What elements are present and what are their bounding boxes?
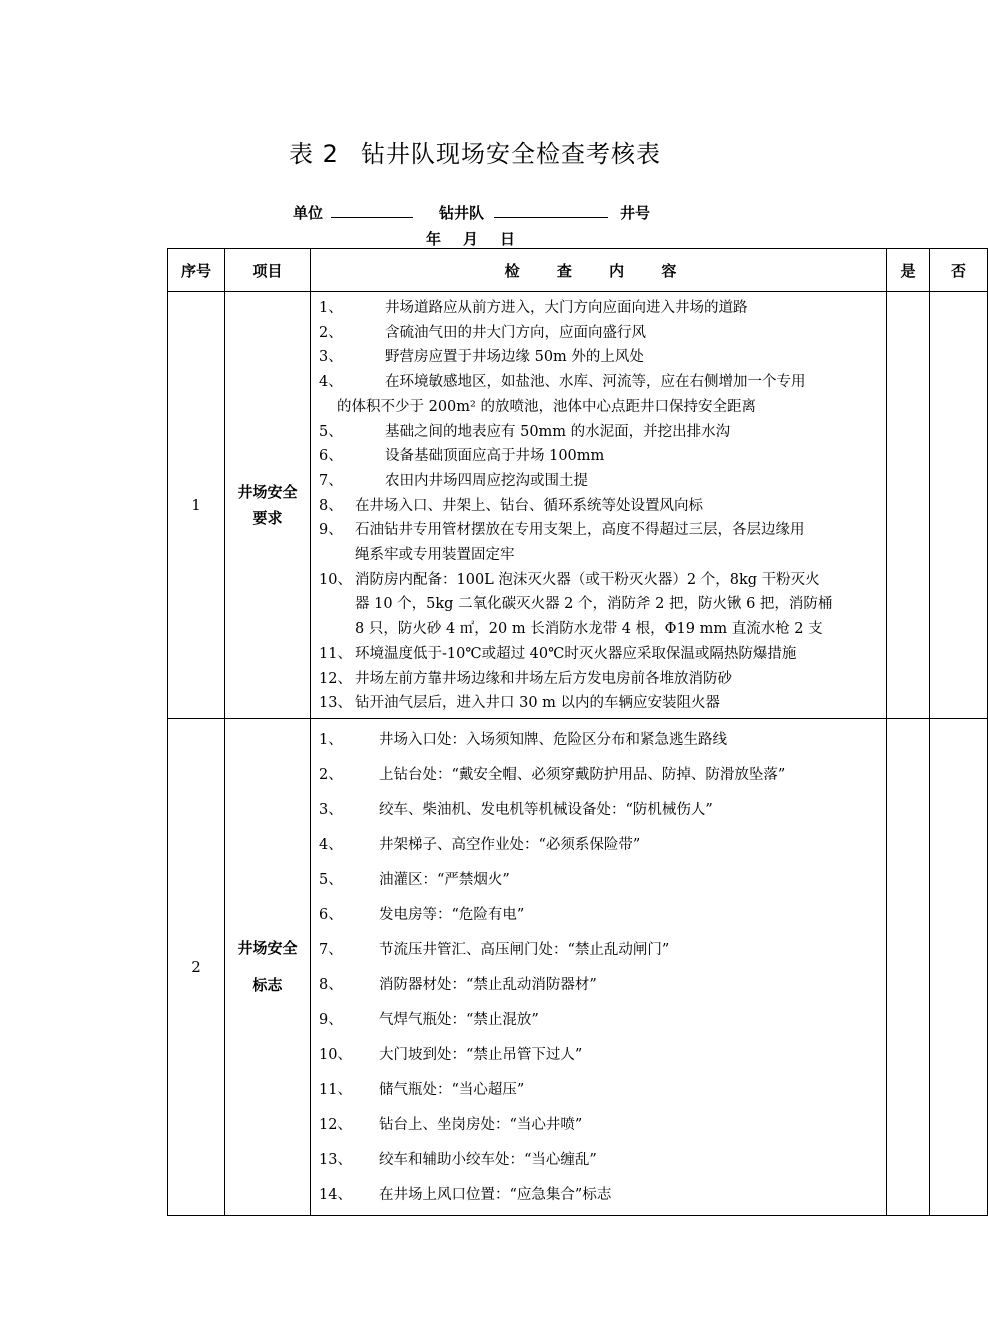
content-line: [319, 370, 880, 395]
content-line: [319, 1178, 880, 1213]
line-number: 1、: [319, 731, 343, 748]
content-line: [319, 444, 880, 469]
content-line-continued: [319, 617, 880, 642]
line-number: 5、: [319, 423, 343, 440]
header-line-1: [293, 202, 650, 223]
content-line: [319, 1038, 880, 1073]
line-number: 7、: [319, 472, 343, 489]
content-line: [319, 321, 880, 346]
line-text: 钻开油气层后，进入井口 30 m 以内的车辆应安装阻火器: [355, 695, 721, 712]
title-text: 钻井队现场安全检查考核表: [360, 140, 661, 168]
content-line: [319, 968, 880, 1003]
content-line-continued: [319, 592, 880, 617]
row-content: [311, 292, 887, 719]
inspection-table: [167, 248, 988, 1216]
line-text: 节流压井管汇、高压闸门处：“禁止乱动闸门”: [379, 941, 670, 958]
item-line-1: 井场安全: [237, 482, 298, 501]
line-number: 10、: [319, 1046, 352, 1063]
unit-blank: [331, 203, 413, 218]
row-item: [225, 292, 311, 719]
row-content: [311, 718, 887, 1215]
row-seq: 2: [168, 718, 225, 1215]
line-text: 在井场上风口位置：“应急集合”标志: [379, 1186, 612, 1203]
line-text: 野营房应置于井场边缘 50m 外的上风处: [385, 349, 644, 366]
content-line: [319, 758, 880, 793]
content-line-continued: [319, 395, 880, 420]
team-label: 钻井队: [439, 204, 485, 222]
content-line: [319, 494, 880, 519]
line-text: 大门坡到处：“禁止吊管下过人”: [379, 1046, 583, 1063]
day-label: 日: [500, 230, 516, 248]
header-item: 项目: [225, 249, 311, 292]
content-line: [319, 345, 880, 370]
line-text: 气焊气瓶处：“禁止混放”: [379, 1011, 539, 1028]
content-line: [319, 793, 880, 828]
item-line-2: 要求: [252, 508, 283, 527]
row-item: [225, 718, 311, 1215]
line-text: 钻台上、坐岗房处：“当心井喷”: [379, 1116, 583, 1133]
line-number: 5、: [319, 871, 343, 888]
line-number: 8、: [319, 497, 343, 514]
line-text: 发电房等：“危险有电”: [379, 906, 525, 923]
header-seq: 序号: [168, 249, 225, 292]
line-number: 12、: [319, 1116, 352, 1133]
content-line: [319, 1143, 880, 1178]
table-row: [168, 718, 988, 1215]
content-line: [319, 469, 880, 494]
line-text: 在环境敏感地区，如盐池、水库、河流等，应在右侧增加一个专用: [385, 374, 806, 391]
line-text: 上钻台处：“戴安全帽、必须穿戴防护用品、防掉、防滑放坠落”: [379, 766, 786, 783]
row-seq: 1: [168, 292, 225, 719]
line-text: 环境温度低于-10℃或超过 40℃时灭火器应采取保温或隔热防爆措施: [355, 645, 797, 662]
line-text: 井场左前方靠井场边缘和井场左后方发电房前各堆放消防砂: [355, 670, 732, 687]
line-text: 消防器材处：“禁止乱动消防器材”: [379, 976, 597, 993]
line-number: 9、: [319, 1011, 343, 1028]
content-line: [319, 667, 880, 692]
no-cell[interactable]: [930, 718, 988, 1215]
line-number: 4、: [319, 374, 343, 391]
table-header-row: [168, 249, 988, 292]
line-number: 2、: [319, 766, 343, 783]
line-text: 在井场入口、井架上、钻台、循环系统等处设置风向标: [355, 497, 703, 514]
item-line-2: 标志: [252, 975, 283, 994]
content-line: [319, 863, 880, 898]
content-line: [319, 828, 880, 863]
line-number: 11、: [319, 1081, 352, 1098]
line-number: 6、: [319, 906, 343, 923]
line-number: 13、: [319, 695, 352, 712]
item-line-1: 井场安全: [237, 938, 298, 957]
content-line: [319, 1003, 880, 1038]
yes-cell[interactable]: [887, 718, 930, 1215]
line-number: 3、: [319, 801, 343, 818]
date-line: [426, 228, 537, 249]
line-text: 储气瓶处：“当心超压”: [379, 1081, 525, 1098]
header-content: 检 查 内 容: [311, 249, 887, 292]
line-number: 14、: [319, 1186, 352, 1203]
content-line: [319, 420, 880, 445]
line-number: 1、: [319, 300, 343, 316]
title-number: 表 2: [289, 140, 339, 168]
content-line: [319, 723, 880, 758]
table-row: [168, 292, 988, 719]
line-text: 消防房内配备：100L 泡沫灭火器（或干粉灭火器）2 个，8kg 干粉灭火: [355, 571, 820, 588]
line-number: 4、: [319, 836, 343, 853]
unit-label: 单位: [293, 204, 324, 222]
well-label: 井号: [620, 204, 651, 222]
header-no: 否: [930, 249, 988, 292]
no-cell[interactable]: [930, 292, 988, 719]
line-text: 器 10 个，5kg 二氧化碳灭火器 2 个，消防斧 2 把，防火锹 6 把，消防桶: [355, 596, 833, 613]
month-label: 月: [463, 230, 479, 248]
content-line: [319, 1073, 880, 1108]
line-number: 2、: [319, 324, 343, 341]
line-text: 的体积不少于 200m² 的放喷池，池体中心点距井口保持安全距离: [337, 398, 756, 415]
line-number: 11、: [319, 645, 352, 662]
line-text: 井场入口处：入场须知牌、危险区分布和紧急逃生路线: [379, 731, 727, 748]
line-number: 6、: [319, 448, 343, 465]
content-line-continued: [319, 543, 880, 568]
content-line: [319, 568, 880, 593]
line-number: 12、: [319, 670, 352, 687]
content-line: [319, 691, 880, 716]
line-text: 农田内井场四周应挖沟或围土提: [385, 472, 588, 489]
line-text: 含硫油气田的井大门方向，应面向盛行风: [385, 324, 646, 341]
content-line: [319, 898, 880, 933]
team-blank: [494, 203, 608, 218]
line-number: 10、: [319, 571, 352, 588]
line-text: 井架梯子、高空作业处：“必须系保险带”: [379, 836, 641, 853]
line-text: 绳系牢或专用装置固定牢: [355, 547, 515, 564]
line-number: 13、: [319, 1151, 352, 1168]
line-text: 油灌区：“严禁烟火”: [379, 871, 510, 888]
content-line: [319, 642, 880, 667]
line-text: 设备基础顶面应高于井场 100mm: [385, 448, 605, 465]
document-title: [0, 134, 950, 169]
year-label: 年: [426, 230, 442, 248]
line-text: 基础之间的地表应有 50mm 的水泥面，并挖出排水沟: [385, 423, 731, 440]
line-text: 绞车、柴油机、发电机等机械设备处：“防机械伤人”: [379, 801, 713, 818]
line-number: 7、: [319, 941, 343, 958]
content-line: [319, 1108, 880, 1143]
header-yes: 是: [887, 249, 930, 292]
line-text: 绞车和辅助小绞车处：“当心缠乱”: [379, 1151, 597, 1168]
line-text: 8 只，防火砂 4 ㎡，20 m 长消防水龙带 4 根，Φ19 mm 直流水枪 2 支: [355, 621, 823, 638]
line-number: 9、: [319, 522, 343, 539]
line-text: 石油钻井专用管材摆放在专用支架上，高度不得超过三层，各层边缘用: [355, 522, 805, 539]
content-line: [319, 933, 880, 968]
line-number: 8、: [319, 976, 343, 993]
line-number: 3、: [319, 349, 343, 366]
line-text: 井场道路应从前方进入，大门方向应面向进入井场的道路: [385, 300, 748, 316]
content-line: [319, 518, 880, 543]
content-line: [319, 296, 880, 321]
yes-cell[interactable]: [887, 292, 930, 719]
